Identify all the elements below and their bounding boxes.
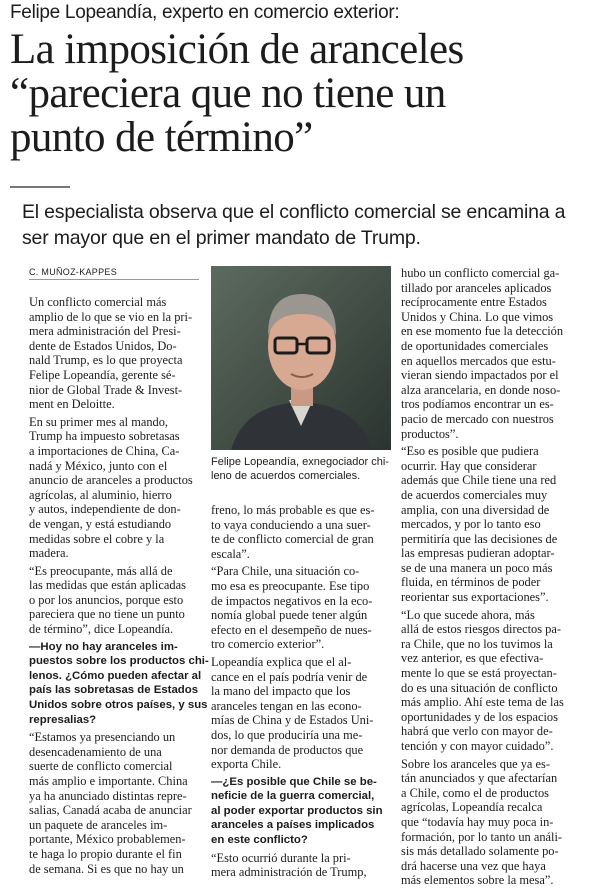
paragraph	[211, 851, 391, 880]
text-line: y autos, independiente de don-	[29, 502, 181, 517]
byline-divider	[29, 279, 199, 280]
text-line: te haga lo propio durante el fin	[29, 846, 182, 861]
article-headline	[10, 28, 595, 160]
text-line: salias, Canadá acaba de anunciar	[29, 803, 192, 818]
article-kicker: Felipe Lopeandía, experto en comercio exterior:	[10, 2, 400, 23]
text-line: “Para Chile, una situación co-	[211, 564, 360, 579]
text-line: suerte de conflicto comercial	[29, 759, 173, 774]
text-line: pareciera que no tiene un punto	[29, 607, 185, 622]
text-line: ment en Deloitte.	[29, 397, 115, 412]
paragraph	[29, 564, 199, 637]
text-line: nor demanda de productos que	[211, 742, 364, 757]
paragraph	[401, 608, 591, 754]
text-line: Lopeandía explica que el al-	[211, 654, 352, 669]
text-line: país las sobretasas de Estados	[29, 684, 199, 697]
text-line: alza arancelaria, en donde noso-	[401, 382, 561, 397]
text-line: más elementos sobre la mesa”.	[401, 873, 554, 888]
text-line: desencadenamiento de una	[29, 744, 162, 759]
text-line: amplio de lo que se vio en la pri-	[29, 309, 193, 324]
col3-body	[401, 266, 591, 888]
text-line: Felipe Lopeandía, gerente sé-	[29, 367, 176, 382]
text-line: “Eso es posible que pudiera	[401, 444, 539, 459]
text-line: en ese momento fue la detección	[401, 324, 564, 339]
paragraph	[211, 503, 391, 561]
text-line: ra Chile, que no los tuvimos la	[401, 636, 553, 651]
text-line: mercados, y por lo tanto eso	[401, 517, 541, 532]
text-line: reorientar sus exportaciones”.	[401, 590, 549, 605]
col2-body-continued	[211, 851, 391, 880]
text-line: efecto en el desempeño de nues-	[211, 622, 372, 637]
text-line: permitiría que las decisiones de	[401, 531, 558, 546]
text-line: al poder exportar productos sin	[211, 804, 383, 817]
text-line: de oportunidades comerciales	[401, 338, 549, 353]
text-line: agrícolas, Lopeandía recalca	[401, 800, 543, 815]
caption-line: leno de acuerdos comerciales.	[211, 470, 361, 482]
text-line: a Chile, como el de productos	[401, 785, 549, 800]
text-line: nior de Global Trade & Invest-	[29, 382, 183, 397]
text-line: En su primer mes al mando,	[29, 414, 169, 429]
text-line: productos”.	[401, 426, 459, 441]
text-line: —Hoy no hay aranceles im-	[29, 640, 178, 653]
column-1	[29, 295, 209, 879]
text-line: más amplio e importante. China	[29, 774, 188, 788]
text-line: tán anunciados y que afectarían	[401, 771, 558, 786]
text-line: cance en el país podría venir de	[211, 669, 368, 684]
text-line: la mano del impacto que los	[211, 684, 351, 699]
text-line: neficie de la guerra comercial,	[211, 790, 375, 803]
text-line: más amplio. Ahí este tema de las	[401, 695, 564, 710]
text-line: ocurrir. Hay que considerar	[401, 458, 537, 473]
paragraph	[29, 730, 199, 876]
text-line: sis más detallado solamente po-	[401, 844, 559, 859]
text-line: vez anterior, es que efectiva-	[401, 651, 544, 666]
paragraph	[211, 564, 391, 652]
subhead-line: El especialista observa que el conflicto comercial se encamina a	[22, 201, 566, 223]
paragraph	[211, 655, 391, 772]
text-line: se de una manera un poco más	[401, 560, 553, 575]
text-line: que “todavía hay muy poca in-	[401, 814, 554, 829]
text-line: lenos. ¿Cómo pueden afectar al	[29, 669, 202, 682]
text-line: do es una situación de conflicto	[401, 680, 558, 695]
col1-body	[29, 295, 199, 637]
interview-question-1	[29, 640, 209, 728]
paragraph	[29, 295, 199, 412]
text-line: aranceles tengan en las econo-	[211, 698, 362, 713]
text-line: dos, lo que produciría una me-	[211, 727, 363, 742]
text-line: nomía global puede tener algún	[211, 608, 368, 623]
text-line: amplia, con una diversidad de	[401, 502, 550, 517]
text-line: nadá y México, junto con el	[29, 458, 168, 473]
text-line: escala”.	[211, 546, 250, 561]
text-line: de impactos negativos en la eco-	[211, 593, 373, 608]
text-line: de vengan, y está estudiando	[29, 516, 172, 531]
text-line: nald Trump, es lo que proyecta	[29, 353, 183, 368]
photo-caption	[211, 455, 391, 483]
text-line: mente lo que se está proyectan-	[401, 666, 557, 681]
text-line: de semana. Si es que no hay un	[29, 861, 184, 876]
text-line: mera administración del Presi-	[29, 324, 181, 339]
article-subheadline	[22, 199, 597, 251]
paragraph	[29, 415, 199, 561]
text-line: las empresas pudieran adoptar-	[401, 546, 555, 561]
text-line: Sobre los aranceles que ya es-	[401, 756, 550, 771]
column-3	[401, 266, 591, 891]
text-line: “Esto ocurrió durante la pri-	[211, 850, 351, 865]
text-line: tros podíamos encontrar un es-	[401, 397, 554, 412]
text-line: to vaya conduciendo a una suer-	[211, 517, 371, 532]
text-line: oportunidades y de los espacios	[401, 709, 558, 724]
text-line: mías de China y de Estados Uni-	[211, 713, 374, 728]
text-line: tro comercio exterior”.	[211, 637, 325, 652]
text-line: de acuerdos comerciales muy	[401, 487, 548, 502]
text-line: además que Chile tiene una red	[401, 473, 557, 488]
text-line: o por los anuncios, porque esto	[29, 592, 184, 607]
headline-divider	[10, 186, 70, 188]
text-line: ya ha anunciado distintas repre-	[29, 788, 187, 803]
text-line: portante, México probablemen-	[29, 832, 186, 847]
text-line: “Estamos ya presenciando un	[29, 730, 176, 745]
text-line: en este conflicto?	[211, 834, 308, 847]
paragraph	[401, 266, 591, 441]
text-line: recíprocamente entre Estados	[401, 295, 547, 310]
text-line: mo esa es preocupante. Ese tipo	[211, 578, 370, 593]
caption-line: Felipe Lopeandía, exnegociador chi-	[211, 456, 389, 468]
text-line: un paquete de aranceles im-	[29, 817, 168, 832]
text-line: en aquellos mercados que estu-	[401, 353, 556, 368]
text-line: mera administración de Trump,	[211, 865, 367, 880]
headline-line: La imposición de aranceles	[10, 26, 464, 73]
paragraph	[401, 757, 591, 888]
text-line: “Lo que sucede ahora, más	[401, 607, 535, 622]
text-line: anuncio de aranceles a productos	[29, 473, 193, 488]
portrait-photo	[211, 266, 391, 450]
text-line: tillado por aranceles aplicados	[401, 280, 552, 295]
text-line: Unidos sobre otros países, y sus	[29, 699, 208, 712]
subhead-line: ser mayor que en el primer mandato de Trump.	[22, 227, 421, 249]
text-line: aranceles a países implicados	[211, 819, 375, 832]
text-line: habrá que verlo con mayor de-	[401, 724, 553, 739]
text-line: las medidas que están aplicadas	[29, 578, 186, 593]
byline: C. MUÑOZ-KAPPES	[29, 267, 118, 277]
col2-body	[211, 503, 391, 772]
text-line: dente de Estados Unidos, Do-	[29, 338, 177, 353]
paragraph	[401, 444, 591, 605]
text-line: allá de estos riesgos directos pa-	[401, 622, 561, 637]
text-line: Trump ha impuesto sobretasas	[29, 429, 180, 444]
text-line: medidas sobre el cobre y la	[29, 531, 165, 546]
text-line: Un conflicto comercial más	[29, 295, 167, 309]
text-line: freno, lo más probable es que es-	[211, 503, 375, 517]
text-line: “Es preocupante, más allá de	[29, 563, 173, 578]
headline-line: punto de término”	[10, 114, 313, 161]
col1-body-continued	[29, 730, 199, 876]
text-line: de término”, dice Lopeandía.	[29, 622, 174, 637]
headline-line: “pareciera que no tiene un	[10, 70, 446, 117]
text-line: fluida, en términos de poder	[401, 575, 541, 590]
text-line: Unidos y China. Lo que vimos	[401, 309, 554, 324]
text-line: a importaciones de China, Ca-	[29, 443, 180, 458]
text-line: hubo un conflicto comercial ga-	[401, 266, 560, 280]
text-line: tención y con mayor cuidado”.	[401, 739, 554, 753]
text-line: puestos sobre los productos chi-	[29, 655, 209, 668]
text-line: represalias?	[29, 713, 97, 726]
interview-question-2	[211, 775, 391, 848]
column-2	[211, 503, 391, 883]
text-line: pacio de mercado con nuestros	[401, 411, 554, 426]
text-line: madera.	[29, 546, 69, 561]
text-line: vieran siendo impactados por el	[401, 368, 559, 383]
text-line: —¿Es posible que Chile se be-	[211, 775, 377, 788]
text-line: drá hacerse una vez que haya	[401, 858, 546, 873]
text-line: te de conflicto comercial de gran	[211, 532, 374, 547]
text-line: agrícolas, al aluminio, hierro	[29, 487, 172, 502]
text-line: exporta Chile.	[211, 757, 282, 772]
text-line: formación, por lo tanto un análi-	[401, 829, 563, 844]
portrait-illustration	[211, 266, 391, 450]
